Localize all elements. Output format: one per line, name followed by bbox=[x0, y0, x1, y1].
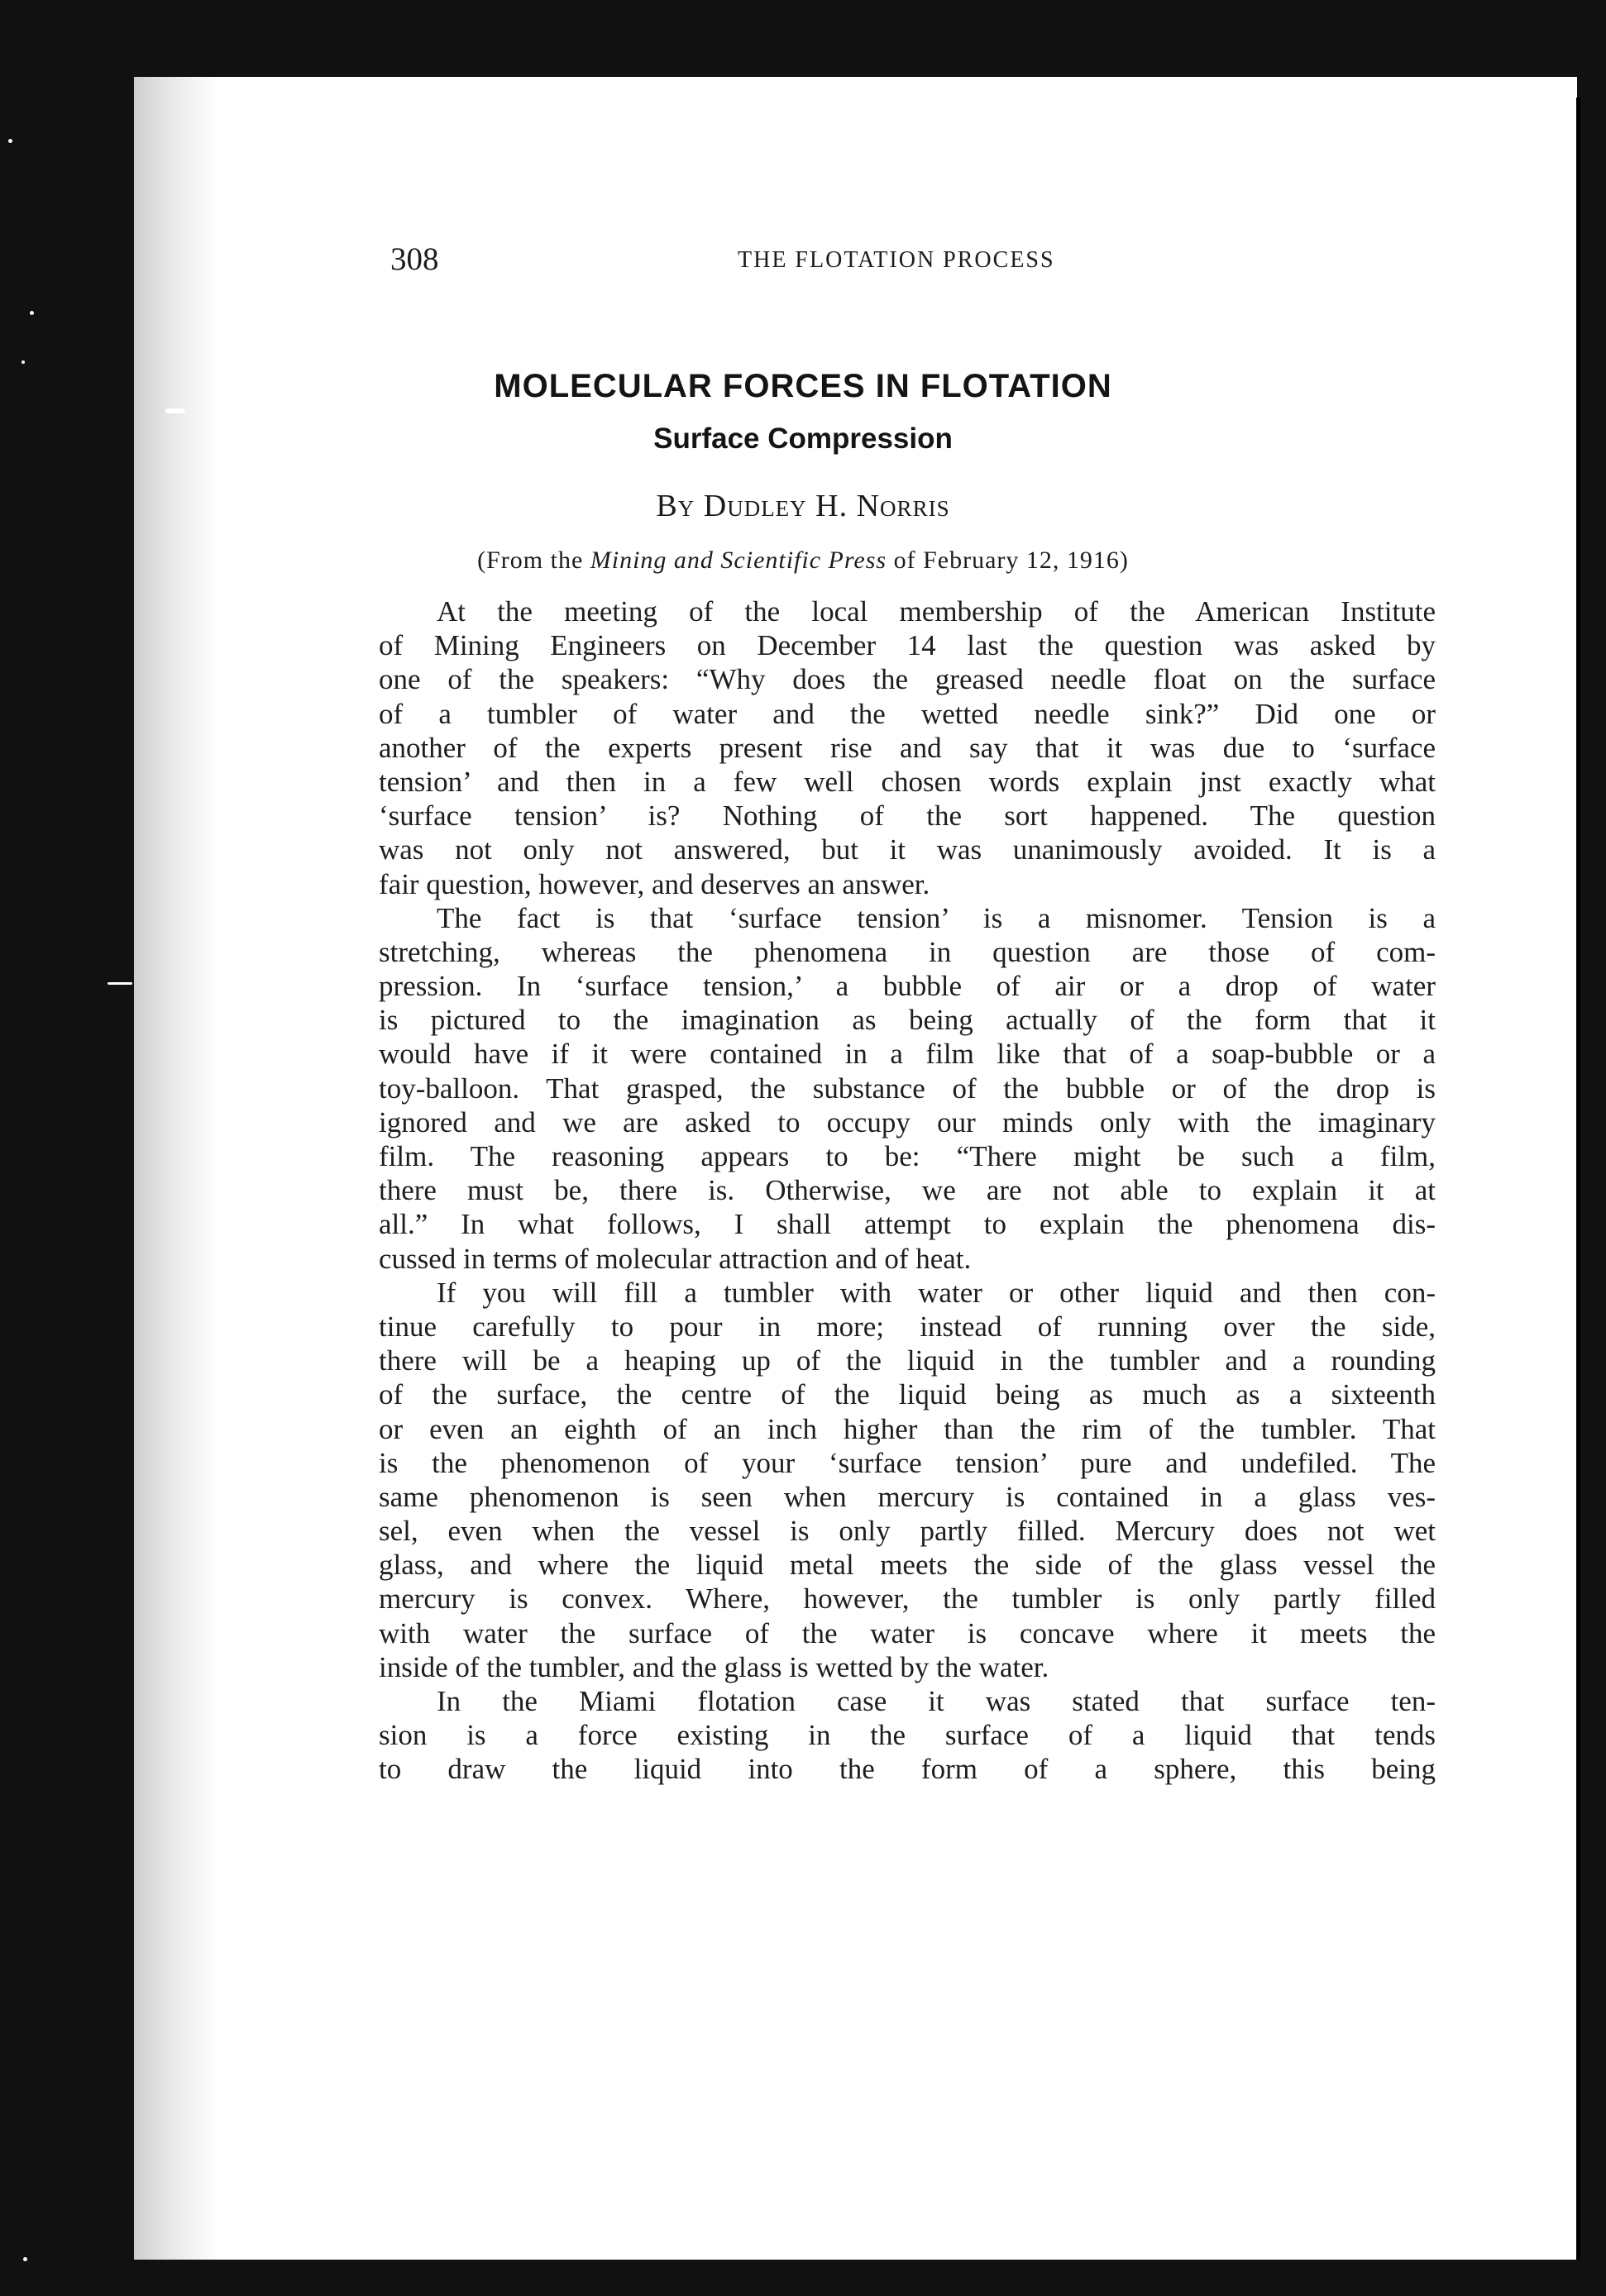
text-line: same phenomenon is seen when mercury is contained in a glass ves- bbox=[379, 1480, 1436, 1513]
text-line: with water the surface of the water is concave where it meets the bbox=[379, 1616, 1436, 1649]
text-line: In the Miami flotation case it was stated that surface ten- bbox=[437, 1685, 1436, 1717]
text-line: tinue carefully to pour in more; instead of running over the side, bbox=[379, 1310, 1436, 1343]
text-line: of the surface, the centre of the liquid being as much as a sixteenth bbox=[379, 1378, 1436, 1411]
source-publication: Mining and Scientific Press bbox=[590, 547, 887, 574]
text-line: mercury is convex. Where, however, the tumbler is only partly filled bbox=[379, 1582, 1436, 1616]
text-line: pression. In ‘surface tension,’ a bubble of air or a drop of water bbox=[379, 970, 1436, 1003]
text-line: is the phenomenon of your ‘surface tension’ pure and undefiled. The bbox=[379, 1446, 1436, 1479]
source-suffix: of February 12, 1916) bbox=[887, 547, 1129, 574]
text-line: ‘surface tension’ is? Nothing of the sort happened. The question bbox=[379, 800, 1436, 833]
text-line: is pictured to the imagination as being actually of the form that it bbox=[379, 1004, 1436, 1037]
text-line: of Mining Engineers on December 14 last the question was asked by bbox=[379, 629, 1436, 662]
text-line: to draw the liquid into the form of a sphere, this being bbox=[379, 1753, 1436, 1786]
scan-speck bbox=[108, 982, 132, 985]
text-line: there will be a heaping up of the liquid in the tumbler and a rounding bbox=[379, 1344, 1436, 1377]
text-line: one of the speakers: “Why does the greased needle float on the surface bbox=[379, 663, 1436, 696]
paragraph bbox=[379, 1684, 1436, 1787]
text-line: At the meeting of the local membership of the American Institute bbox=[437, 595, 1436, 628]
text-line: or even an eighth of an inch higher than the rim of the tumbler. That bbox=[379, 1412, 1436, 1445]
text-line: sion is a force existing in the surface of a liquid that tends bbox=[379, 1719, 1436, 1752]
scan-speck bbox=[22, 360, 25, 364]
text-line: there must be, there is. Otherwise, we are not able to explain it at bbox=[379, 1174, 1436, 1207]
article-body bbox=[379, 594, 1436, 1787]
text-line: film. The reasoning appears to be: “There might be such a film, bbox=[379, 1140, 1436, 1172]
text-line: toy-balloon. That grasped, the substance of the bubble or of the drop is bbox=[379, 1072, 1436, 1105]
source-prefix: (From the bbox=[477, 547, 590, 574]
scan-speck bbox=[8, 139, 12, 143]
text-line: stretching, whereas the phenomena in question are those of com- bbox=[379, 935, 1436, 968]
text-line: cussed in terms of molecular attraction and of heat. bbox=[379, 1242, 972, 1275]
scan-speck bbox=[30, 311, 34, 315]
article-title: MOLECULAR FORCES IN FLOTATION bbox=[494, 368, 1112, 404]
text-line: would have if it were contained in a film like that of a soap-bubble or a bbox=[379, 1038, 1436, 1071]
scan-speck bbox=[165, 408, 185, 413]
text-line: another of the experts present rise and say that it was due to ‘surface bbox=[379, 731, 1436, 764]
text-line: If you will fill a tumbler with water or other liquid and then con- bbox=[437, 1276, 1436, 1309]
text-line: all.” In what follows, I shall attempt to explain the phenomena dis- bbox=[379, 1208, 1436, 1241]
text-line: glass, and where the liquid metal meets the side of the glass vessel the bbox=[379, 1549, 1436, 1582]
paragraph bbox=[379, 901, 1436, 1276]
running-head: THE FLOTATION PROCESS bbox=[738, 247, 1055, 273]
text-line: ignored and we are asked to occupy our minds only with the imaginary bbox=[379, 1105, 1436, 1138]
text-line: The fact is that ‘surface tension’ is a misnomer. Tension is a bbox=[437, 901, 1436, 934]
paragraph bbox=[379, 594, 1436, 901]
page-header bbox=[390, 241, 1432, 290]
article-byline: By Dudley H. Norris bbox=[656, 489, 950, 523]
text-line: tension’ and then in a few well chosen words explain jnst exactly what bbox=[379, 765, 1436, 798]
text-line: fair question, however, and deserves an answer. bbox=[379, 867, 930, 900]
page-number: 308 bbox=[390, 241, 439, 277]
scan-speck bbox=[23, 2257, 27, 2261]
article-source bbox=[0, 547, 1606, 575]
text-line: sel, even when the vessel is only partly filled. Mercury does not wet bbox=[379, 1515, 1436, 1548]
article-subtitle: Surface Compression bbox=[653, 422, 953, 455]
paragraph bbox=[379, 1276, 1436, 1684]
text-line: of a tumbler of water and the wetted needle sink?” Did one or bbox=[379, 697, 1436, 730]
text-line: was not only not answered, but it was unanimously avoided. It is a bbox=[379, 833, 1436, 866]
text-line: inside of the tumbler, and the glass is wetted by the water. bbox=[379, 1650, 1049, 1683]
